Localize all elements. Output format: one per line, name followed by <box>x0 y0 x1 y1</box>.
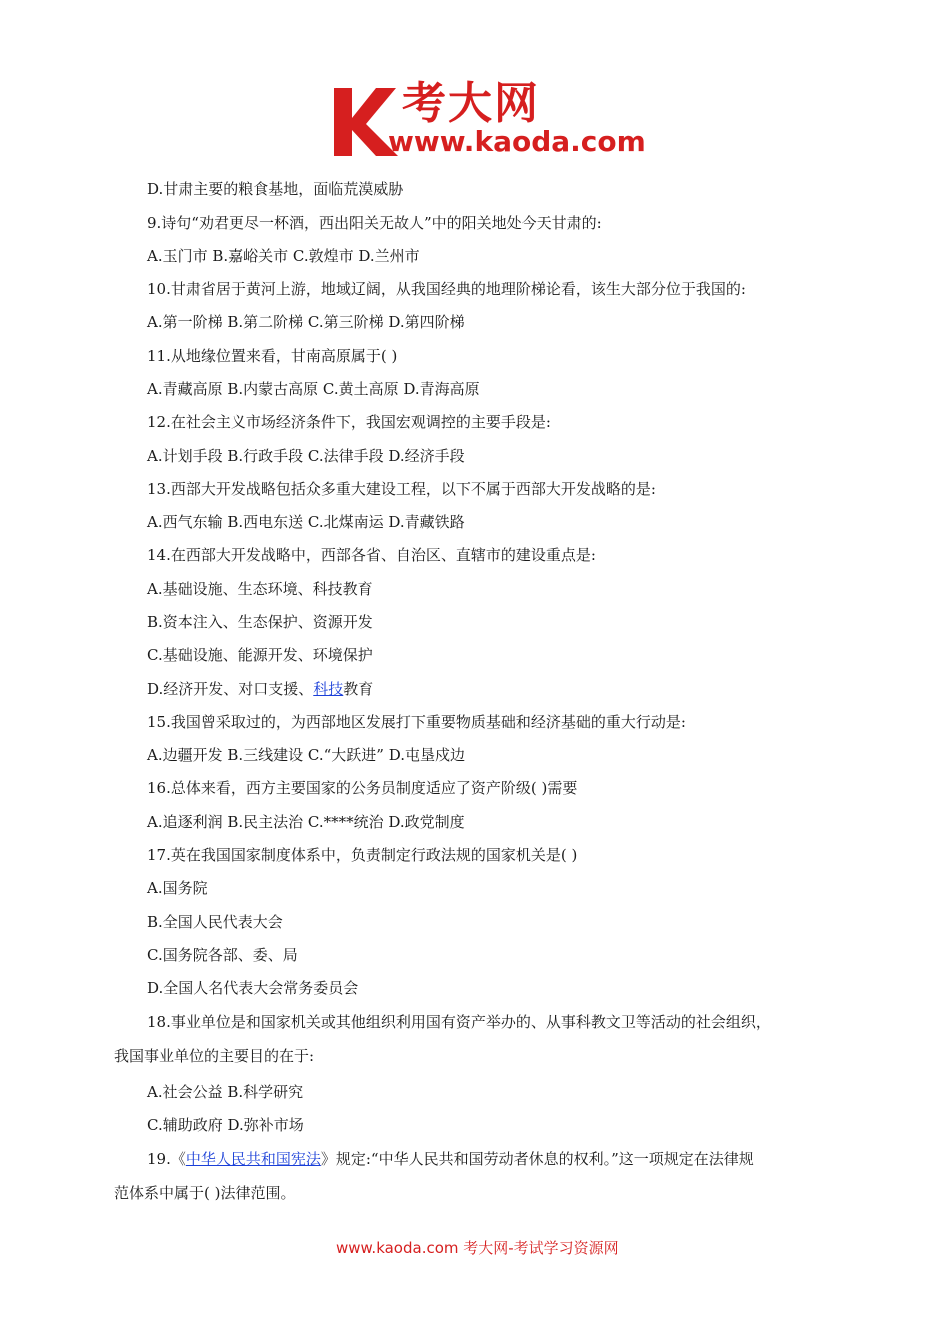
question-12: 12.在社会主义市场经济条件下，我国宏观调控的主要手段是: <box>147 413 551 431</box>
options-12: A.计划手段 B.行政手段 C.法律手段 D.经济手段 <box>147 447 465 465</box>
logo-brand-cn: 考大网 <box>402 78 540 129</box>
question-10: 10.甘肃省居于黄河上游，地域辽阔，从我国经典的地理阶梯论看，该生大部分位于我国的: <box>147 280 746 298</box>
option-14d-text-after: 教育 <box>343 680 374 698</box>
question-14: 14.在西部大开发战略中，西部各省、自治区、直辖市的建设重点是: <box>147 546 596 564</box>
options-11: A.青藏高原 B.内蒙古高原 C.黄土高原 D.青海高原 <box>147 380 480 398</box>
question-17: 17.英在我国国家制度体系中，负责制定行政法规的国家机关是( ) <box>147 846 578 864</box>
options-9: A.玉门市 B.嘉峪关市 C.敦煌市 D.兰州市 <box>147 247 420 265</box>
option-17d: D.全国人名代表大会常务委员会 <box>147 979 359 997</box>
keyword-link-tech[interactable]: 科技 <box>313 680 344 698</box>
constitution-link[interactable]: 中华人民共和国宪法 <box>185 1150 321 1168</box>
question-19-cont: 范体系中属于( )法律范围。 <box>114 1184 296 1202</box>
text-line: D.甘肃主要的粮食基地，面临荒漠威胁 <box>147 180 404 198</box>
question-19 <box>147 1149 754 1169</box>
option-14c: C.基础设施、能源开发、环境保护 <box>147 646 373 664</box>
question-16: 16.总体来看，西方主要国家的公务员制度适应了资产阶级( )需要 <box>147 779 578 797</box>
option-14d <box>147 679 373 699</box>
options-13: A.西气东输 B.西电东送 C.北煤南运 D.青藏铁路 <box>147 513 465 531</box>
logo-brand-url: www.kaoda.com <box>388 125 646 158</box>
option-17b: B.全国人民代表大会 <box>147 913 283 931</box>
options-18-cd: C.辅助政府 D.弥补市场 <box>147 1116 304 1134</box>
question-19-text-after: 》规定:“中华人民共和国劳动者休息的权利。”这一项规定在法律规 <box>320 1150 754 1168</box>
option-14d-text-before: D.经济开发、对口支援、 <box>147 680 314 698</box>
options-18-ab: A.社会公益 B.科学研究 <box>147 1083 304 1101</box>
question-18-cont: 我国事业单位的主要目的在于: <box>114 1047 315 1065</box>
option-14a: A.基础设施、生态环境、科技教育 <box>147 580 373 598</box>
question-18: 18.事业单位是和国家机关或其他组织利用国有资产举办的、从事科教文卫等活动的社会组织， <box>147 1013 771 1031</box>
option-17a: A.国务院 <box>147 879 208 897</box>
question-15: 15.我国曾采取过的，为西部地区发展打下重要物质基础和经济基础的重大行动是: <box>147 713 686 731</box>
options-10: A.第一阶梯 B.第二阶梯 C.第三阶梯 D.第四阶梯 <box>147 313 465 331</box>
question-11: 11.从地缘位置来看，甘南高原属于( ) <box>147 347 398 365</box>
question-13: 13.西部大开发战略包括众多重大建设工程，以下不属于西部大开发战略的是: <box>147 480 656 498</box>
question-19-text-before: 19.《 <box>147 1150 186 1168</box>
question-9: 9.诗句“劝君更尽一杯酒，西出阳关无故人”中的阳关地处今天甘肃的: <box>147 214 602 232</box>
options-16: A.追逐利润 B.民主法治 C.****统治 D.政党制度 <box>147 813 465 831</box>
options-15: A.边疆开发 B.三线建设 C.“大跃进” D.屯垦戍边 <box>147 746 466 764</box>
site-logo <box>330 78 660 162</box>
footer-site-link[interactable]: www.kaoda.com 考大网-考试学习资源网 <box>336 1239 619 1257</box>
option-17c: C.国务院各部、委、局 <box>147 946 298 964</box>
option-14b: B.资本注入、生态保护、资源开发 <box>147 613 373 631</box>
